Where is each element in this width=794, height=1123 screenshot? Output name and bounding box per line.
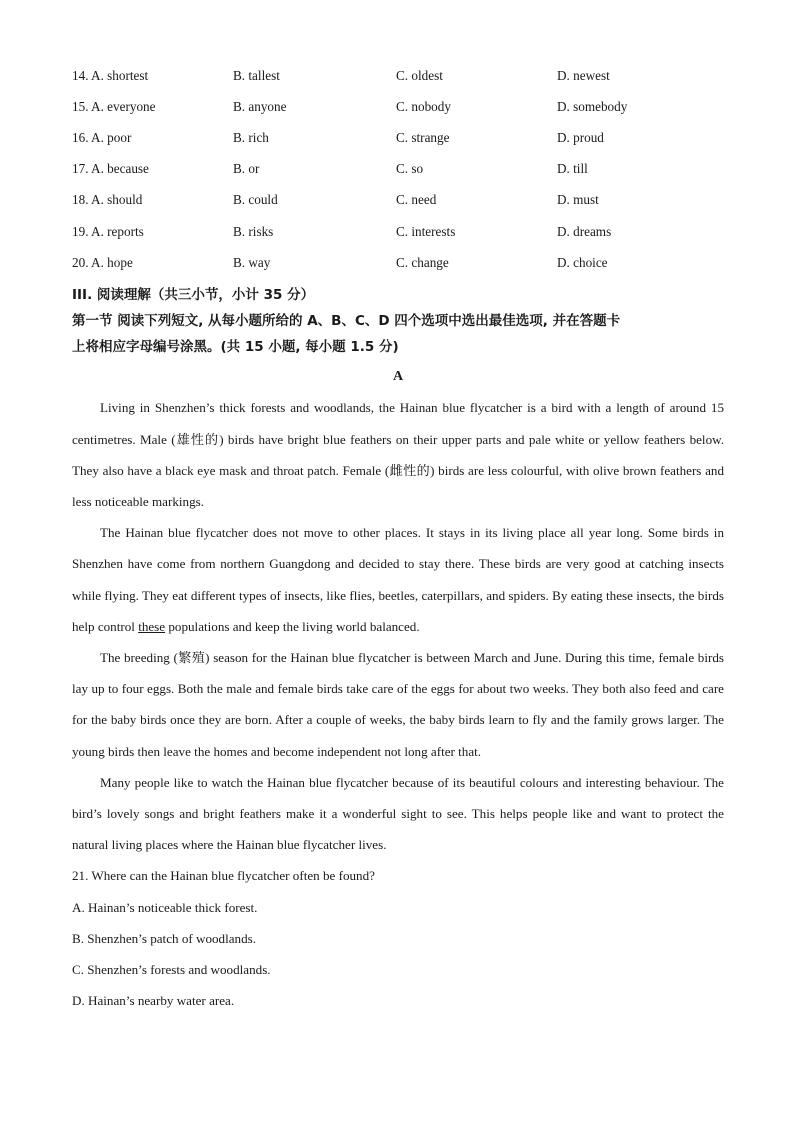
option-row-17 bbox=[72, 154, 724, 185]
underlined-word: these bbox=[138, 618, 166, 634]
question-21-option-d: D. Hainan’s nearby water area. bbox=[72, 993, 235, 1009]
option-a: 20. A. hope bbox=[72, 254, 133, 270]
option-c: C. need bbox=[396, 192, 437, 208]
option-d: D. newest bbox=[557, 67, 610, 83]
passage-letter: A bbox=[392, 369, 404, 385]
option-row-20 bbox=[72, 247, 724, 278]
section-instruction-line1: 第一节 阅读下列短文, 从每小题所给的 A、B、C、D 四个选项中选出最佳选项, 并在答题卡 bbox=[72, 313, 621, 330]
question-21-option-a: A. Hainan’s noticeable thick forest. bbox=[72, 899, 258, 915]
option-b: B. tallest bbox=[233, 67, 280, 83]
option-a: 17. A. because bbox=[72, 161, 149, 177]
option-c: C. strange bbox=[396, 129, 450, 145]
passage-paragraph-2 bbox=[72, 517, 724, 642]
cloze-options bbox=[72, 60, 724, 278]
option-a: 16. A. poor bbox=[72, 129, 132, 145]
option-row-16 bbox=[72, 122, 724, 153]
option-d: D. choice bbox=[557, 254, 608, 270]
option-c: C. change bbox=[396, 254, 449, 270]
option-b: B. anyone bbox=[233, 98, 287, 114]
option-a: 14. A. shortest bbox=[72, 67, 149, 83]
option-b: B. could bbox=[233, 192, 278, 208]
exam-page bbox=[72, 60, 724, 1016]
option-d: D. must bbox=[557, 192, 599, 208]
option-d: D. dreams bbox=[557, 223, 612, 239]
option-row-15 bbox=[72, 91, 724, 122]
option-c: C. interests bbox=[396, 223, 456, 239]
paragraph-2-text-start: The Hainan blue flycatcher does not move to other places. It stays in its living place all year long. Some birds in Shenzhen have come from northern Guangdong and decided to stay there. These birds are very good at catching insects while flying. They eat different types of insects, like flies, beetles, caterpillars, and spiders. By eating these insects, the birds help control bbox=[72, 525, 724, 634]
option-a: 15. A. everyone bbox=[72, 98, 156, 114]
option-c: C. so bbox=[396, 161, 424, 177]
option-a: 19. A. reports bbox=[72, 223, 144, 239]
passage-paragraph-1: Living in Shenzhen’s thick forests and woodlands, the Hainan blue flycatcher is a bird with a length of around 15 centimetres. Male (雄性的) birds have bright blue feathers on their upper parts and pale white or yellow feathers below. They also have a black eye mask and throat patch. Female (雌性的) birds are less colourful, with olive brown feathers and less noticeable markings. bbox=[72, 400, 724, 509]
option-b: B. rich bbox=[233, 129, 269, 145]
option-b: B. or bbox=[233, 161, 260, 177]
option-d: D. somebody bbox=[557, 98, 628, 114]
option-d: D. proud bbox=[557, 129, 604, 145]
option-row-19 bbox=[72, 216, 724, 247]
passage-paragraph-3: The breeding (繁殖) season for the Hainan blue flycatcher is between March and June. During this time, female birds lay up to four eggs. Both the male and female birds take care of the eggs for about two weeks. They both also feed and care for the baby birds once they are born. After a couple of weeks, the baby birds learn to fly and the family grows larger. The young birds then leave the homes and become independent not long after that. bbox=[72, 649, 724, 759]
option-b: B. risks bbox=[233, 223, 274, 239]
paragraph-2-text-end: populations and keep the living world balanced. bbox=[165, 618, 420, 634]
option-b: B. way bbox=[233, 254, 271, 270]
option-c: C. oldest bbox=[396, 67, 443, 83]
option-c: C. nobody bbox=[396, 98, 451, 114]
option-d: D. till bbox=[557, 161, 588, 177]
question-21-stem: 21. Where can the Hainan blue flycatcher often be found? bbox=[72, 868, 375, 884]
section-instruction-line2: 上将相应字母编号涂黑。(共 15 小题, 每小题 1.5 分) bbox=[72, 339, 399, 356]
option-row-18 bbox=[72, 185, 724, 216]
option-row-14 bbox=[72, 60, 724, 91]
question-21-option-c: C. Shenzhen’s forests and woodlands. bbox=[72, 961, 271, 977]
question-21-option-b: B. Shenzhen’s patch of woodlands. bbox=[72, 930, 257, 946]
section-title: III. 阅读理解（共三小节，小计 35 分） bbox=[72, 287, 315, 304]
passage-paragraph-4: Many people like to watch the Hainan blue flycatcher because of its beautiful colours and interesting behaviour. The bird’s lovely songs and bright feathers make it a wonderful sight to see. This helps people like and want to protect the natural living places where the Hainan blue flycatcher lives. bbox=[72, 774, 724, 853]
option-a: 18. A. should bbox=[72, 192, 143, 208]
